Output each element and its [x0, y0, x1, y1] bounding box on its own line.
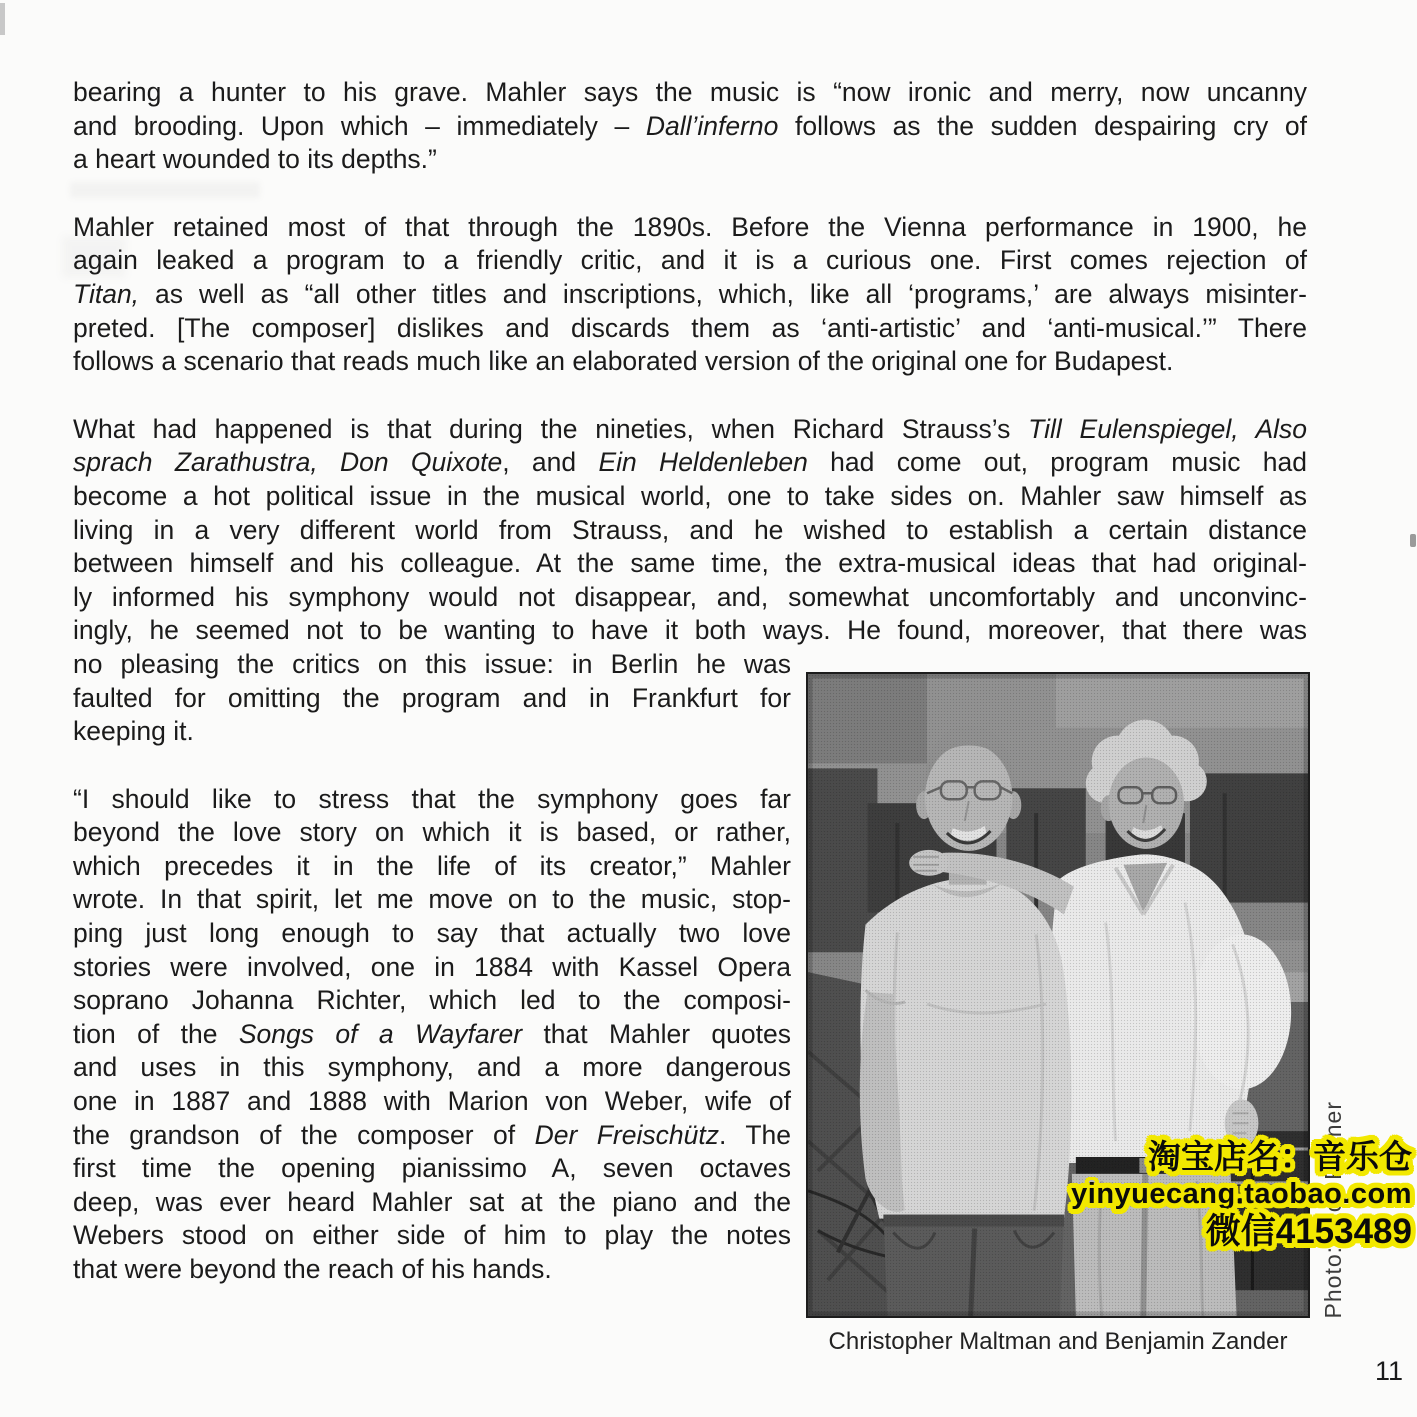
text-line: beyond the love story on which it is based, or rather,	[73, 817, 791, 848]
text-line: the grandson of the composer of Der Freischütz. The	[73, 1119, 791, 1150]
scan-edge-mark	[0, 3, 5, 35]
text-line: ping just long enough to say that actually two love	[73, 918, 791, 949]
text-line: Mahler retained most of that through the 1890s. Before the Vienna performance in 1900, he	[73, 211, 1307, 242]
text-line: stories were involved, one in 1884 with Kassel Opera	[73, 951, 791, 982]
photo-credit-text: Photo: Jack Fenner	[1319, 1100, 1346, 1318]
text-line: What had happened is that during the nineties, when Richard Strauss’s Till Eulenspiegel, Also	[73, 413, 1307, 444]
text-line: sprach Zarathustra, Don Quixote, and Ein Heldenleben had come out, program music had	[73, 447, 1307, 478]
text-line: first time the opening pianissimo A, seven octaves	[73, 1153, 791, 1184]
text-line: bearing a hunter to his grave. Mahler says the music is “now ironic and merry, now uncanny	[73, 77, 1307, 107]
text-line: no pleasing the critics on this issue: in Berlin he was	[73, 648, 791, 679]
watermark-url: yinyuecang.taobao.com	[1071, 1177, 1412, 1210]
text-line: one in 1887 and 1888 with Marion von Weber, wife of	[73, 1086, 791, 1117]
watermark-wechat: 微信4153489	[1205, 1212, 1412, 1252]
text-line: wrote. In that spirit, let me move on to the music, stop-	[73, 884, 791, 915]
text-line: and brooding. Upon which – immediately – Dall’inferno follows as the sudden despairing cry of	[73, 110, 1307, 141]
paragraph	[73, 211, 1307, 379]
paragraph	[73, 76, 1307, 177]
page-number: 11	[1374, 1356, 1403, 1386]
text-line: “I should like to stress that the symphony goes far	[73, 783, 791, 814]
text-line: deep, was ever heard Mahler sat at the piano and the	[73, 1186, 791, 1217]
text-line: follows a scenario that reads much like an elaborated version of the original one for Budapest.	[73, 346, 1174, 377]
text-line: faulted for omitting the program and in Frankfurt for	[73, 682, 791, 713]
text-line: Titan, as well as “all other titles and inscriptions, which, like all ‘programs,’ are always misinter-	[73, 278, 1307, 309]
text-line: tion of the Songs of a Wayfarer that Mahler quotes	[73, 1018, 792, 1049]
text-line: which precedes it in the life of its creator,” Mahler	[73, 850, 791, 881]
text-line: ingly, he seemed not to be wanting to have it both ways. He found, moreover, that there was	[73, 615, 1307, 646]
text-line: again leaked a program to a friendly critic, and it is a curious one. First comes rejection of	[73, 245, 1307, 276]
text-line: preted. [The composer] dislikes and discards them as ‘anti-artistic’ and ‘anti-musical.’” There	[73, 312, 1307, 343]
text-line: and uses in this symphony, and a more dangerous	[73, 1052, 791, 1083]
seller-watermark	[1071, 1138, 1412, 1252]
text-line: ly informed his symphony would not disappear, and, somewhat uncomfortably and unconvinc-	[73, 581, 1307, 612]
text-line: Webers stood on either side of him to play the notes	[73, 1220, 791, 1251]
text-line: soprano Johanna Richter, which led to the composi-	[73, 985, 791, 1016]
scan-speck	[1410, 534, 1416, 547]
photo-caption: Christopher Maltman and Benjamin Zander	[828, 1328, 1288, 1355]
text-line: keeping it.	[73, 716, 194, 747]
text-line: between himself and his colleague. At the same time, the extra-musical ideas that had original-	[73, 548, 1307, 579]
text-line: become a hot political issue in the musical world, one to take sides on. Mahler saw himself as	[73, 480, 1307, 511]
watermark-shop-name: 淘宝店名：音乐仓	[1148, 1138, 1412, 1175]
text-line: a heart wounded to its depths.”	[73, 144, 437, 175]
text-line: that were beyond the reach of his hands.	[73, 1254, 552, 1284]
text-line: living in a very different world from Strauss, and he wished to establish a certain distance	[73, 514, 1307, 545]
